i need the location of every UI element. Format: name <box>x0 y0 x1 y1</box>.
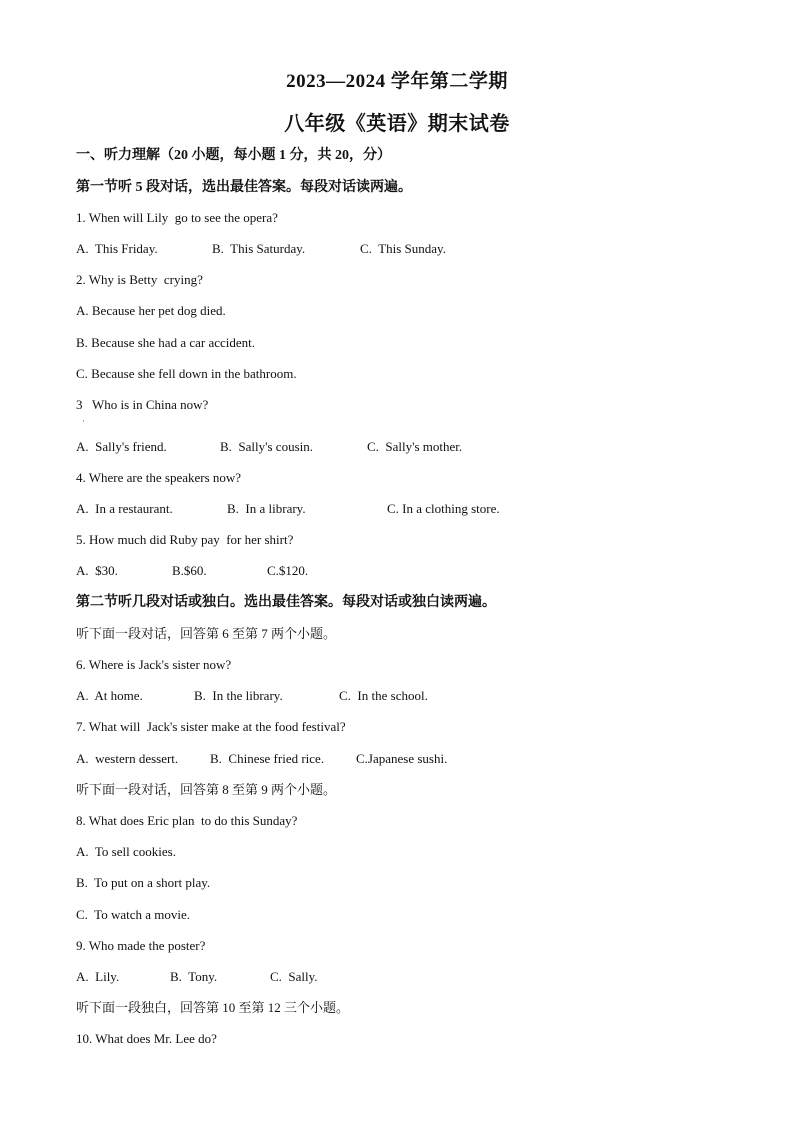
question-5-option-b: B.$60. <box>172 563 207 578</box>
question-8-option-a: A. To sell cookies. <box>76 844 176 859</box>
question-5-option-c: C.$120. <box>267 563 309 578</box>
section1-heading: 一、听力理解（20 小题，每小题 1 分，共 20，分） <box>76 148 391 163</box>
part1-heading: 第一节听 5 段对话，选出最佳答案。每段对话读两遍。 <box>76 180 412 195</box>
stray-mark: · <box>82 417 85 426</box>
question-7-option-a: A. western dessert. <box>76 751 179 766</box>
question-1-option-b: B. This Saturday. <box>212 241 306 256</box>
question-1-stem: 1. When will Lily go to see the opera? <box>76 210 278 225</box>
question-9-stem: 9. Who made the poster? <box>76 938 206 953</box>
question-1-option-a: A. This Friday. <box>76 241 158 256</box>
question-2-option-a: A. Because her pet dog died. <box>76 303 226 318</box>
exam-title-name: 八年级《英语》期末试卷 <box>284 113 510 135</box>
question-7-stem: 7. What will Jack's sister make at the food festival? <box>76 719 346 734</box>
question-7-option-c: C.Japanese sushi. <box>356 751 448 766</box>
question-3-option-a: A. Sally's friend. <box>76 439 167 454</box>
question-4-option-c: C. In a clothing store. <box>387 501 500 516</box>
instruction-q6-q7: 听下面一段对话，回答第 6 至第 7 两个小题。 <box>76 626 337 641</box>
question-2-option-c: C. Because she fell down in the bathroom. <box>76 366 297 381</box>
question-8-option-c: C. To watch a movie. <box>76 907 191 922</box>
question-8-stem: 8. What does Eric plan to do this Sunday? <box>76 813 298 828</box>
question-3-option-b: B. Sally's cousin. <box>220 439 313 454</box>
question-6-option-a: A. At home. <box>76 688 143 703</box>
instruction-q8-q9: 听下面一段对话，回答第 8 至第 9 两个小题。 <box>76 782 337 797</box>
question-6-option-c: C. In the school. <box>339 688 428 703</box>
question-2-option-b: B. Because she had a car accident. <box>76 335 256 350</box>
exam-title-year: 2023—2024 学年第二学期 <box>286 71 508 92</box>
instruction-q10-q12: 听下面一段独白，回答第 10 至第 12 三个小题。 <box>76 1000 350 1015</box>
question-7-option-b: B. Chinese fried rice. <box>210 751 325 766</box>
question-5-option-a: A. $30. <box>76 563 118 578</box>
question-5-stem: 5. How much did Ruby pay for her shirt? <box>76 532 294 547</box>
question-9-option-a: A. Lily. <box>76 969 120 984</box>
question-4-option-b: B. In a library. <box>227 501 306 516</box>
question-3-stem: 3 Who is in China now? <box>76 397 209 412</box>
question-4-stem: 4. Where are the speakers now? <box>76 470 242 485</box>
question-10-stem: 10. What does Mr. Lee do? <box>76 1031 217 1046</box>
question-1-option-c: C. This Sunday. <box>360 241 446 256</box>
question-6-option-b: B. In the library. <box>194 688 283 703</box>
question-4-option-a: A. In a restaurant. <box>76 501 173 516</box>
question-9-option-b: B. Tony. <box>170 969 218 984</box>
question-3-option-c: C. Sally's mother. <box>367 439 463 454</box>
question-9-option-c: C. Sally. <box>270 969 318 984</box>
question-8-option-b: B. To put on a short play. <box>76 875 211 890</box>
part2-heading: 第二节听几段对话或独白。选出最佳答案。每段对话或独白读两遍。 <box>76 595 496 610</box>
question-2-stem: 2. Why is Betty crying? <box>76 272 203 287</box>
question-6-stem: 6. Where is Jack's sister now? <box>76 657 232 672</box>
